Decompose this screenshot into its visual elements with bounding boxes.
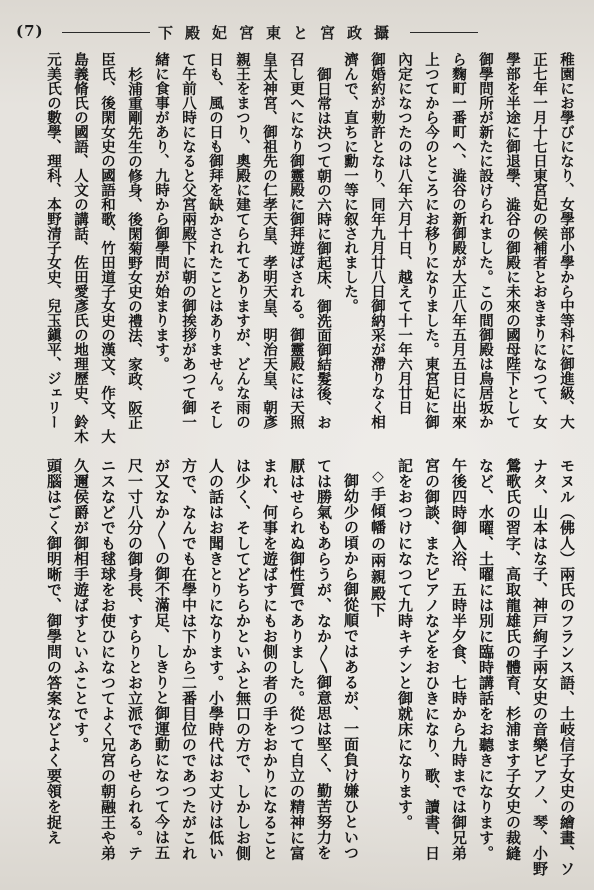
text-column: 稚園にお學びになり、女學部小學から中等科に御進級、大 xyxy=(558,52,575,429)
text-column: 尺一寸八分の御身長、すらりとお立派であらせられる。テ xyxy=(126,458,144,861)
upper-text-block xyxy=(30,52,580,447)
text-column: 頭腦はごく御明晰で、御學問の答案などよく要領を捉え xyxy=(45,458,63,846)
text-column: 記をおつけになつて九時キチンと御就床になります。 xyxy=(396,458,414,830)
paragraph-start-column: 御幼少の頃から御從順ではあるが、一面負け嫌ひといつ xyxy=(342,473,360,861)
text-column: 鶯歌氏の習字、高取龍雄氏の體育、杉浦ます子女史の裁縫 xyxy=(504,458,522,861)
text-column: 久邇侯爵が御相手遊ばすといふことです。 xyxy=(72,458,90,753)
paragraph-start-column: 杉浦重剛先生の修身、後閑菊野女史の禮法、家政、阪正 xyxy=(126,66,143,429)
text-column: 宮の御談、またピアノなどをおひきになり、歌、讀書、日 xyxy=(423,458,441,861)
text-column: は少く、そしてどちらかといふと無口の方で、しかしお側 xyxy=(234,458,252,861)
text-column: ては勝氣もあらうが、なか〱御意思は堅く、勤苦努力を xyxy=(315,458,333,861)
text-column: 上つてから今のところにお移りになりました。東宮妃に御 xyxy=(423,52,440,429)
text-column: ナタ、山本はな子、神戸絢子兩女史の音樂ピアノ、琴、小野 xyxy=(531,458,549,877)
text-column: 內定になつたのは八年六月十日、越えて十一年六月廿日 xyxy=(396,52,413,415)
text-column: が又なか〱の御不滿足、しきりと御運動になつて今は五 xyxy=(153,458,171,861)
text-column: モヌル（佛人）兩氏のフランス語、土岐信子女史の繪畫、ソ xyxy=(558,458,576,877)
page-number: (7) xyxy=(16,22,44,40)
text-column: まれ、何事を遊ばすにもお側の者の手をおかりになること xyxy=(261,458,279,861)
section-heading: ◇手傾幡の兩親殿下 xyxy=(369,467,387,619)
text-column: 皇太神宮、御祖先の仁孝天皇、孝明天皇、明治天皇、朝彥 xyxy=(261,52,278,429)
text-column: 御婚約が勅許となり、同年九月廿八日御納采が滯りなく相 xyxy=(369,52,386,429)
text-column: 午後四時御入浴、五時半夕食、七時から九時までは御兄弟 xyxy=(450,458,468,861)
text-column: 臣氏、後閑女史の國語和歌、竹田道子女史の漢文、作文、大 xyxy=(99,52,116,444)
header-rule-right xyxy=(410,32,478,33)
paragraph-start-column: 御日常は決つて朝の六時に御起床、御洗面御結髮後、お xyxy=(315,66,332,429)
text-column: 御學問所が新たに設けられました。この間御殿は鳥居坂か xyxy=(477,52,494,429)
text-column: 島義脩氏の國語、人文の講話、佐田愛彥氏の地理歷史、鈴木 xyxy=(72,52,89,444)
text-column: 親王をまつり、奧殿に建てられてありますが、どんな雨の xyxy=(234,52,251,429)
header-rule-left xyxy=(62,32,150,33)
text-column: 元美氏の數學、理科、本野清子女史、兒玉鎭平、ジェリー xyxy=(45,52,62,429)
running-title: 下殿妃宮東と宮政攝 xyxy=(158,24,402,42)
text-column: など、水曜、土曜には別に臨時講話をお聽きになります。 xyxy=(477,458,495,861)
lower-text-block xyxy=(30,458,580,878)
text-column: 召し更へになり御靈殿に御拜遊ばされる。御靈殿には天照 xyxy=(288,52,305,429)
text-column: 濟んで、直ちに勳一等に叙されました。 xyxy=(342,52,359,313)
text-column: 緖に食事があり、九時から御學問が始まります。 xyxy=(153,52,170,371)
text-column: て午前八時になると父宮兩殿下に朝の御挨拶があつて御一 xyxy=(180,52,197,429)
text-column: 人の話はお聞きとりになります。小學時代はお丈けは低い xyxy=(207,458,225,861)
text-column: 方で、なんでも在學中は下から二番目位のであつたがこれ xyxy=(180,458,198,861)
text-column: 日も、風の日も御拜を缺かされたことはありません。そし xyxy=(207,52,224,429)
text-column: ニスなどでも毬球をお使ひになつてよく兄宮の朝融王や弟 xyxy=(99,458,117,861)
text-column: 學部を半途に御退學、澁谷の御殿に未來の國母陛下として xyxy=(504,52,521,429)
text-column: 厭はせられぬ御性質でありました。從つて自立の精神に富 xyxy=(288,458,306,861)
text-column: 正七年一月十七日東宮妃の候補者とおきまりになつて、女 xyxy=(531,52,548,429)
text-column: ら麴町一番町へ、澁谷の新御殿が大正八年五月五日に出來 xyxy=(450,52,467,429)
